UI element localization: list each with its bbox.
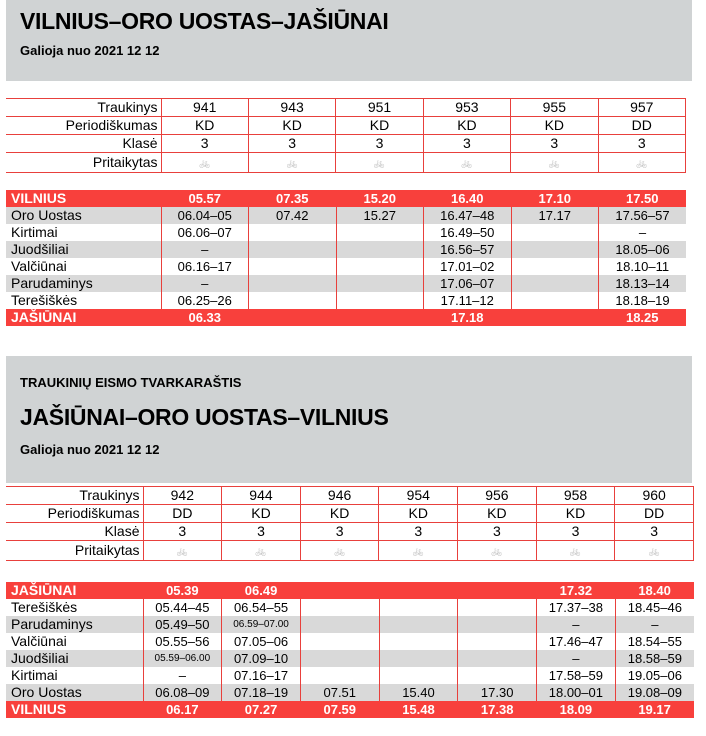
section2-title: JAŠIŪNAI–ORO UOSTAS–VILNIUS [20,404,389,430]
info-cell [300,541,379,561]
info-cell [598,153,685,173]
time-cell: 18.58–59 [615,650,694,667]
info-label: Pritaikytas [6,153,161,173]
time-cell [249,241,337,258]
time-cell [249,275,337,292]
info-cell [143,541,222,561]
station-name: Terešiškės [6,599,143,616]
time-cell: 16.56–57 [424,241,512,258]
time-cell [379,650,458,667]
time-cell: 05.44–45 [143,599,222,616]
schedule-row [6,667,694,684]
time-cell [379,616,458,633]
info-cell-class: 3 [536,523,615,541]
info-label: Klasė [6,135,161,153]
bicycle-icon: 🚲 [636,158,648,168]
time-cell [458,633,537,650]
time-cell: 07.09–10 [222,650,301,667]
info-cell-class: 3 [336,135,423,153]
time-cell: 18.05–06 [599,241,687,258]
bicycle-icon: 🚲 [286,158,298,168]
bicycle-icon: 🚲 [491,546,503,556]
time-cell: 19.05–06 [615,667,694,684]
info-cell-periodicity: KD [222,505,301,523]
time-cell [336,292,424,309]
bicycle-icon: 🚲 [412,546,424,556]
info-cell-train-number: 944 [222,487,301,505]
schedule-row [6,309,686,326]
time-cell: 06.54–55 [222,599,301,616]
info-cell-train-number: 953 [423,99,510,117]
info-row-periodicity [6,505,694,523]
time-cell: 06.17 [143,701,222,718]
time-cell: 06.59–07.00 [222,616,301,633]
time-cell: 17.11–12 [424,292,512,309]
info-row-train-number [6,99,686,117]
time-cell [379,599,458,616]
time-cell: 18.13–14 [599,275,687,292]
time-cell: 06.33 [161,309,249,326]
time-cell [458,667,537,684]
time-cell: 19.08–09 [615,684,694,701]
time-cell: 15.48 [379,701,458,718]
time-cell: 18.54–55 [615,633,694,650]
info-cell [336,153,423,173]
time-cell [379,667,458,684]
info-cell [222,541,301,561]
section1-schedule-table [6,190,686,326]
info-cell-class: 3 [379,523,458,541]
bicycle-icon: 🚲 [461,158,473,168]
time-cell [379,633,458,650]
schedule-row [6,258,686,275]
station-name: JAŠIŪNAI [6,309,161,326]
station-name: Parudaminys [6,275,161,292]
bicycle-icon: 🚲 [373,158,386,168]
info-cell-train-number: 942 [143,487,222,505]
section1-title: VILNIUS–ORO UOSTAS–JAŠIŪNAI [20,8,389,34]
info-label: Traukinys [6,99,161,117]
info-cell-periodicity: DD [143,505,222,523]
time-cell: 06.08–09 [143,684,222,701]
time-cell: – [615,616,694,633]
info-cell-class: 3 [511,135,598,153]
station-name: VILNIUS [6,190,161,207]
info-row-class [6,135,686,153]
time-cell [511,275,599,292]
time-cell: 06.06–07 [161,224,249,241]
schedule-row [6,616,694,633]
station-name: Oro Uostas [6,684,143,701]
info-cell-periodicity: KD [458,505,537,523]
time-cell: 17.38 [458,701,537,718]
station-name: Parudaminys [6,616,143,633]
section2-schedule-table [6,582,694,718]
info-label: Traukinys [6,487,143,505]
station-name: Valčiūnai [6,258,161,275]
time-cell [511,241,599,258]
time-cell [511,292,599,309]
time-cell: 17.01–02 [424,258,512,275]
station-name: Valčiūnai [6,633,143,650]
section2-kicker: TRAUKINIŲ EISMO TVARKARAŠTIS [20,375,242,390]
time-cell [249,292,337,309]
schedule-row [6,582,694,599]
station-name: Oro Uostas [6,207,161,224]
bicycle-icon: 🚲 [648,546,660,556]
info-row-adapted [6,153,686,173]
time-cell: 17.18 [424,309,512,326]
time-cell: – [161,241,249,258]
info-cell-periodicity: KD [423,117,510,135]
info-cell [248,153,335,173]
info-cell [161,153,248,173]
time-cell: 17.06–07 [424,275,512,292]
time-cell: 17.37–38 [537,599,616,616]
time-cell [511,224,599,241]
time-cell [458,599,537,616]
time-cell: – [599,224,687,241]
time-cell [300,633,379,650]
info-cell-periodicity: KD [300,505,379,523]
info-cell-train-number: 958 [536,487,615,505]
info-cell [536,541,615,561]
schedule-row [6,275,686,292]
time-cell: 17.56–57 [599,207,687,224]
section1-valid-from: Galioja nuo 2021 12 12 [20,43,160,58]
time-cell: 17.46–47 [537,633,616,650]
info-cell-train-number: 956 [458,487,537,505]
time-cell [249,224,337,241]
info-row-train-number [6,487,694,505]
info-cell-train-number: 957 [598,99,685,117]
schedule-row [6,684,694,701]
time-cell [336,275,424,292]
time-cell: 06.25–26 [161,292,249,309]
time-cell [249,309,337,326]
time-cell: – [537,650,616,667]
info-cell [511,153,598,173]
info-label: Periodiškumas [6,505,143,523]
info-cell-train-number: 955 [511,99,598,117]
info-cell-train-number: 951 [336,99,423,117]
time-cell [458,650,537,667]
time-cell [336,258,424,275]
time-cell: 07.35 [249,190,337,207]
bicycle-icon: 🚲 [548,158,560,168]
info-cell-periodicity: KD [536,505,615,523]
info-cell-class: 3 [161,135,248,153]
bicycle-icon: 🚲 [199,158,211,168]
info-cell-class: 3 [458,523,537,541]
info-cell-train-number: 954 [379,487,458,505]
time-cell: 07.18–19 [222,684,301,701]
schedule-row [6,701,694,718]
time-cell: 05.39 [143,582,222,599]
time-cell [511,258,599,275]
info-row-adapted [6,541,694,561]
time-cell: 19.17 [615,701,694,718]
time-cell: 18.40 [615,582,694,599]
time-cell: 07.05–06 [222,633,301,650]
time-cell [379,582,458,599]
time-cell: 06.49 [222,582,301,599]
bicycle-icon: 🚲 [569,546,582,556]
time-cell: 05.55–56 [143,633,222,650]
info-cell-class: 3 [222,523,301,541]
info-label: Klasė [6,523,143,541]
time-cell: 06.04–05 [161,207,249,224]
time-cell: 06.16–17 [161,258,249,275]
station-name: JAŠIŪNAI [6,582,143,599]
time-cell [336,241,424,258]
info-cell-train-number: 943 [248,99,335,117]
bicycle-icon: 🚲 [255,546,267,556]
time-cell [336,224,424,241]
section2-train-info-table [6,486,694,561]
time-cell [300,616,379,633]
info-cell [379,541,458,561]
info-cell-periodicity: KD [248,117,335,135]
time-cell: 17.32 [537,582,616,599]
info-cell-train-number: 946 [300,487,379,505]
section2-header [6,356,692,483]
time-cell: – [537,616,616,633]
time-cell: 07.42 [249,207,337,224]
schedule-row [6,599,694,616]
station-name: Kirtimai [6,667,143,684]
time-cell: 15.40 [379,684,458,701]
time-cell: 15.20 [336,190,424,207]
time-cell: 17.30 [458,684,537,701]
info-cell-class: 3 [300,523,379,541]
time-cell: – [161,275,249,292]
time-cell: 17.50 [599,190,687,207]
info-cell [615,541,694,561]
info-cell-class: 3 [143,523,222,541]
info-cell-periodicity: KD [161,117,248,135]
time-cell: 18.09 [537,701,616,718]
info-label: Periodiškumas [6,117,161,135]
time-cell: 16.47–48 [424,207,512,224]
schedule-row [6,241,686,258]
station-name: Juodšiliai [6,241,161,258]
time-cell: 15.27 [336,207,424,224]
time-cell: 05.57 [161,190,249,207]
time-cell: 18.10–11 [599,258,687,275]
schedule-row [6,190,686,207]
schedule-row [6,292,686,309]
time-cell [300,599,379,616]
info-cell-periodicity: DD [615,505,694,523]
schedule-row [6,650,694,667]
time-cell: 07.27 [222,701,301,718]
time-cell: 17.17 [511,207,599,224]
info-row-periodicity [6,117,686,135]
time-cell: 18.25 [599,309,687,326]
time-cell: 18.00–01 [537,684,616,701]
info-cell-periodicity: KD [336,117,423,135]
info-cell [423,153,510,173]
bicycle-icon: 🚲 [333,546,346,556]
info-cell-periodicity: DD [598,117,685,135]
time-cell: 05.59–06.00 [143,650,222,667]
time-cell [249,258,337,275]
time-cell: 18.45–46 [615,599,694,616]
time-cell [458,616,537,633]
section2-valid-from: Galioja nuo 2021 12 12 [20,442,160,457]
schedule-row [6,207,686,224]
info-cell-periodicity: KD [511,117,598,135]
info-cell-class: 3 [248,135,335,153]
time-cell: – [143,667,222,684]
info-row-class [6,523,694,541]
schedule-row [6,224,686,241]
info-cell-class: 3 [598,135,685,153]
time-cell [458,582,537,599]
schedule-row [6,633,694,650]
time-cell: 16.40 [424,190,512,207]
time-cell: 07.51 [300,684,379,701]
time-cell: 18.18–19 [599,292,687,309]
time-cell: 16.49–50 [424,224,512,241]
time-cell: 07.59 [300,701,379,718]
time-cell: 05.49–50 [143,616,222,633]
station-name: VILNIUS [6,701,143,718]
info-cell-periodicity: KD [379,505,458,523]
station-name: Kirtimai [6,224,161,241]
time-cell [300,650,379,667]
time-cell: 07.16–17 [222,667,301,684]
time-cell [511,309,599,326]
info-cell-train-number: 960 [615,487,694,505]
section1-header [6,0,692,81]
section1-train-info-table [6,98,686,173]
info-label: Pritaikytas [6,541,143,561]
bicycle-icon: 🚲 [176,546,188,556]
info-cell-class: 3 [615,523,694,541]
info-cell [458,541,537,561]
time-cell [300,667,379,684]
time-cell [336,309,424,326]
info-cell-train-number: 941 [161,99,248,117]
time-cell: 17.58–59 [537,667,616,684]
station-name: Juodšiliai [6,650,143,667]
time-cell [300,582,379,599]
info-cell-class: 3 [423,135,510,153]
time-cell: 17.10 [511,190,599,207]
station-name: Terešiškės [6,292,161,309]
